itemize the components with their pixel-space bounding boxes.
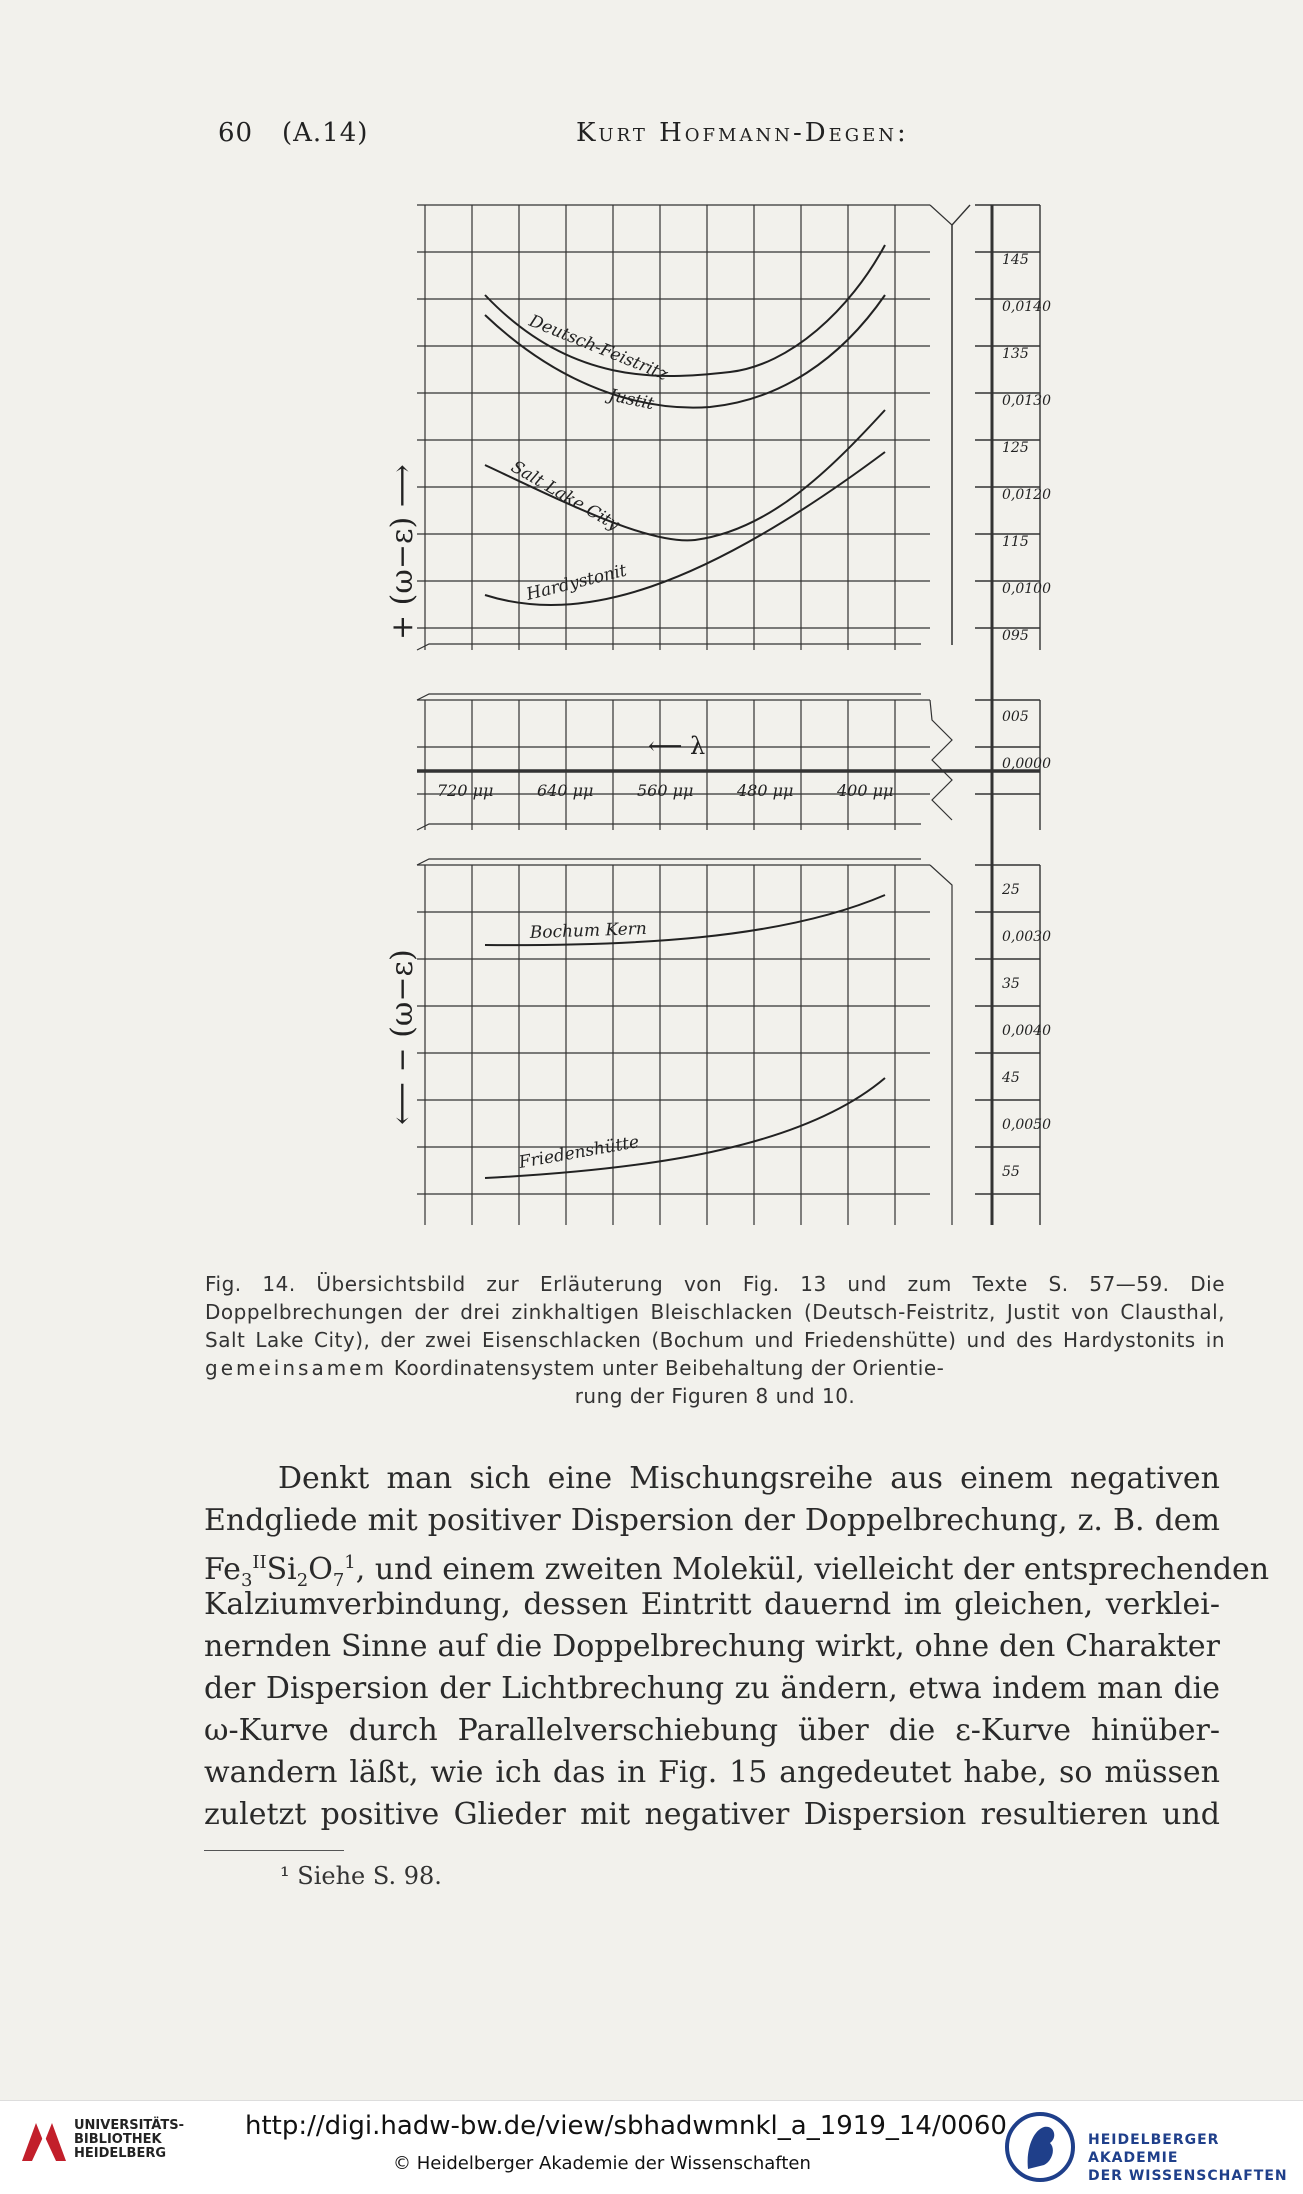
scale-label: 0,0050 [1002, 1117, 1051, 1133]
scale-label: 005 [1002, 709, 1029, 725]
caption-text: Fig. 14. Übersichtsbild zur Erläuterung von Fig. 13 und zum Texte S. 57—59. Die Doppelbrechungen der drei zinkhaltigen Bleischlacken (Deutsch-Feistritz, Justit von Clausthal, Salt Lake City), der zwei Eisenschlacken (Bochum und Friedenshütte) und des Hardystonits in [205, 1272, 1225, 1352]
caption-text-end: Koordinatensystem unter Beibehaltung der Orientie- [393, 1356, 945, 1380]
permalink-url[interactable]: http://digi.hadw-bw.de/view/sbhadwmnkl_a_1919_14/0060 [245, 2111, 1007, 2141]
running-title: Kurt Hofmann-Degen: [576, 118, 909, 148]
axis-label-positive: + (ω−ε) ⟶ [385, 464, 420, 640]
scale-label: 0,0120 [1002, 487, 1051, 503]
break-line-top [417, 694, 921, 700]
page-header [0, 118, 1303, 158]
scale-label: 0,0030 [1002, 929, 1051, 945]
caption-spaced-word: gemeinsamem [205, 1356, 387, 1380]
lambda-arrow: ⟵ λ [648, 732, 706, 760]
curve-deutsch-feistritz [485, 245, 885, 376]
curve-label: Friedenshütte [517, 1132, 641, 1173]
page-number: 60 [218, 118, 254, 148]
scale-left-break [952, 205, 970, 645]
break-line-bottom [417, 824, 921, 830]
scale-label: 25 [1002, 882, 1020, 898]
curve-label: Justit [606, 385, 656, 415]
viewer-footer [0, 2100, 1303, 2194]
scale-label: 115 [1002, 534, 1029, 550]
axis-label-negative: ⟵ − (ω−ε) [385, 949, 420, 1125]
right-break [930, 205, 952, 1225]
footnote: ¹ Siehe S. 98. [280, 1862, 442, 1890]
curve-justit [485, 295, 885, 408]
wavelength-label: 560 μμ [637, 781, 694, 800]
university-library-logo-icon [14, 2113, 74, 2173]
wavelength-label: 720 μμ [437, 781, 494, 800]
scale-label: 0,0140 [1002, 299, 1051, 315]
scale-label: 0,0000 [1002, 756, 1051, 772]
body-line: Kalziumverbindung, dessen Eintritt dauernd im gleichen, verklei- [204, 1587, 1220, 1622]
body-line: Denkt man sich eine Mischungsreihe aus einem negativen [278, 1461, 1220, 1496]
scale-label: 145 [1002, 252, 1029, 268]
body-line: zuletzt positive Glieder mit negativer Dispersion resultieren und [204, 1797, 1220, 1832]
curve-label: Salt Lake City [507, 457, 623, 536]
scale-label: 45 [1002, 1070, 1020, 1086]
break-line-top [417, 859, 921, 865]
coordinate-grid [417, 205, 1040, 1225]
body-line: nernden Sinne auf die Doppelbrechung wirkt, ohne den Charakter [204, 1629, 1220, 1664]
scale-label: 0,0130 [1002, 393, 1051, 409]
figure-14 [380, 200, 1060, 1240]
figure-caption [205, 1270, 1225, 1410]
scale-label: 35 [1002, 976, 1020, 992]
break-line-bottom [417, 644, 921, 650]
scale-label: 125 [1002, 440, 1029, 456]
body-paragraph [204, 1458, 1270, 1836]
body-line: Endgliede mit positiver Dispersion der Doppelbrechung, z. B. dem [204, 1503, 1220, 1538]
scale-label: 095 [1002, 628, 1029, 644]
scale-label: 135 [1002, 346, 1029, 362]
academy-name: HEIDELBERGER AKADEMIE DER WISSENSCHAFTEN [1088, 2132, 1288, 2184]
university-library-name: UNIVERSITÄTS- BIBLIOTHEK HEIDELBERG [74, 2118, 184, 2161]
footnote-rule [204, 1850, 344, 1851]
scale-label: 0,0040 [1002, 1023, 1051, 1039]
caption-last-line: rung der Figuren 8 und 10. [574, 1384, 856, 1408]
wavelength-label: 640 μμ [537, 781, 594, 800]
body-line-formula: $Fe_3^{II}Si_2O_7^1$, und einem zweiten Molekül, vielleicht der entsprechenden [204, 1552, 1270, 1591]
scale-label: 55 [1002, 1164, 1020, 1180]
body-line: wandern läßt, wie ich das in Fig. 15 angedeutet habe, so müssen [204, 1755, 1220, 1790]
wavelength-label: 480 μμ [737, 781, 794, 800]
curve-label: Bochum Kern [529, 918, 648, 943]
page-reference: (A.14) [282, 118, 369, 148]
body-line: der Dispersion der Lichtbrechung zu ändern, etwa indem man die [204, 1671, 1220, 1706]
academy-seal-icon [1004, 2109, 1076, 2185]
curves [485, 245, 885, 1178]
curve-label: Hardystonit [524, 560, 629, 605]
copyright-notice: © Heidelberger Akademie der Wissenschaften [393, 2153, 811, 2174]
body-line: ω-Kurve durch Parallelverschiebung über die ε-Kurve hinüber- [204, 1713, 1220, 1748]
wavelength-label: 400 μμ [837, 781, 894, 800]
scale-label: 0,0100 [1002, 581, 1051, 597]
curve-label: Deutsch-Feistritz [526, 311, 671, 385]
